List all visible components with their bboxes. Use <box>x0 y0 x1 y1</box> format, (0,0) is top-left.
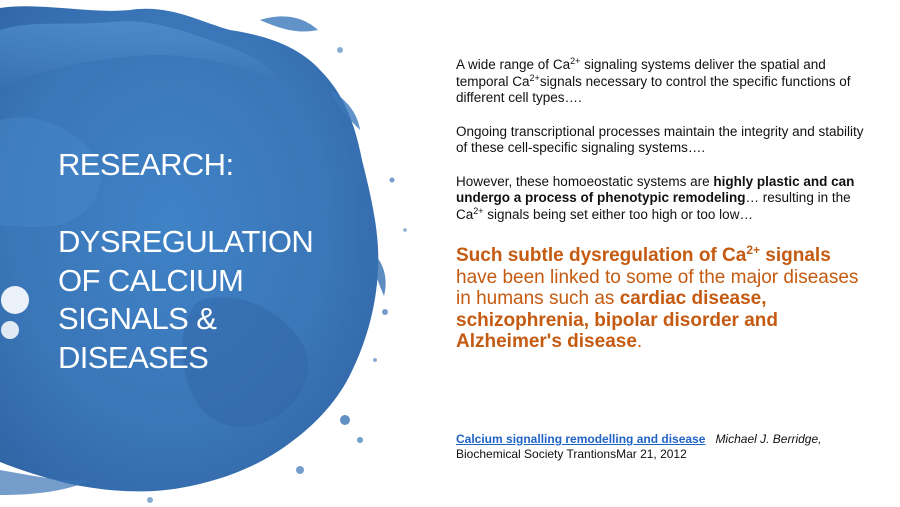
slide-body <box>456 57 876 353</box>
title-line-3: OF CALCIUM <box>58 262 244 298</box>
citation <box>456 432 876 462</box>
highlight-dysregulation-diseases: Such subtle dysregulation of $Ca^{2+}$ signals have been linked to some of the major diseases in humans such as cardiac disease, schizophrenia, bipolar disorder and Alzheimer's disease. <box>456 243 859 352</box>
title-line-4: SIGNALS & <box>58 301 217 337</box>
paragraph-transcriptional-processes: Ongoing transcriptional processes maintain the integrity and stability of these cell-specific signaling systems…. <box>456 123 864 155</box>
citation-link[interactable]: Calcium signalling remodelling and disease <box>456 432 706 446</box>
citation-source: Biochemical Society TrantionsMar 21, 2012 <box>456 447 687 461</box>
paragraph-signaling-systems: A wide range of $Ca^{2+}$ signaling systems deliver the spatial and temporal $Ca^{2+}signals$ necessary to control the specific functions of different cell types…. <box>456 56 851 105</box>
paragraph-homoeostatic-systems: However, these homoeostatic systems are highly plastic and can undergo a process of phenotypic remodeling… resulting in the $Ca^{2+}$ signals being set either too high or too low… <box>456 173 855 222</box>
title-line-5: DISEASES <box>58 340 209 375</box>
title-line-1: RESEARCH: <box>58 147 234 182</box>
slide-title <box>58 146 358 378</box>
citation-author: Michael J. Berridge, <box>715 432 822 446</box>
title-line-2: DYSREGULATION <box>58 223 314 259</box>
